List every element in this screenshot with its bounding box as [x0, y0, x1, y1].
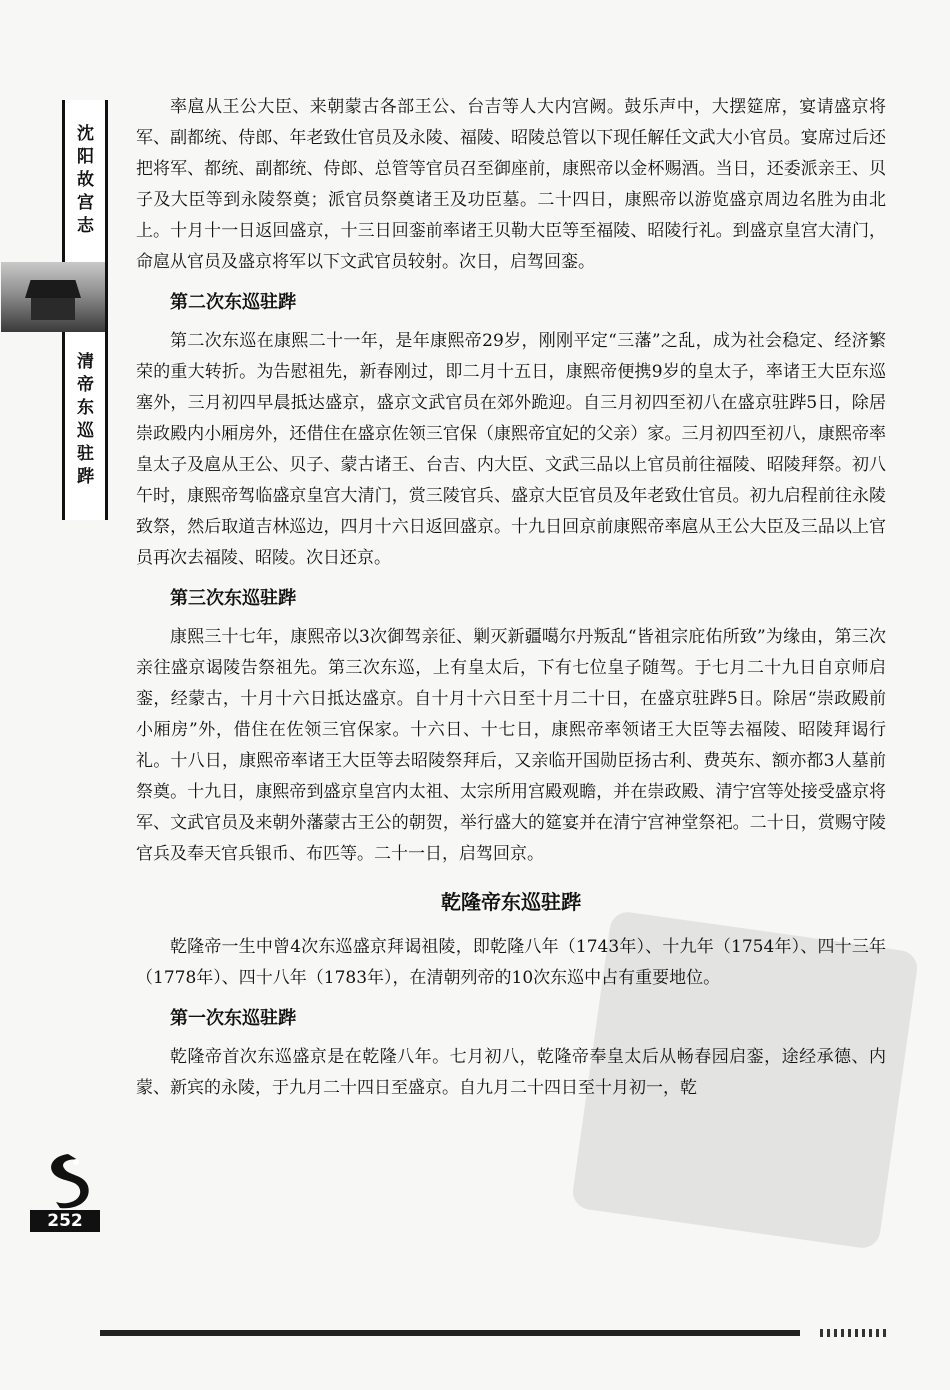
- palace-hall-shape: [31, 298, 75, 320]
- section-heading-third-tour: 第三次东巡驻跸: [170, 588, 296, 609]
- sidebar-chapter-title: 清帝东巡驻跸: [73, 352, 93, 490]
- dragon-icon: [38, 1150, 98, 1210]
- major-heading-qianlong: 乾隆帝东巡驻跸: [441, 890, 581, 914]
- page-content: [136, 92, 886, 1104]
- paragraph-qianlong-overview: 乾隆帝一生中曾4次东巡盛京拜谒祖陵，即乾隆八年（1743年）、十九年（1754年）、四十三年（1778年）、四十八年（1783年），在清朝列帝的10次东巡中占有重要地位。: [136, 937, 886, 988]
- paragraph-second-tour: 第二次东巡在康熙二十一年，是年康熙帝29岁，刚刚平定“三藩”之乱，成为社会稳定、经济繁荣的重大转折。为告慰祖先，新春刚过，即二月十五日，康熙帝便携9岁的皇太子，率诸王大臣东巡塞外，三月初四早晨抵达盛京，盛京文武官员在郊外跪迎。自三月初四至初八在盛京驻跸5日，除居崇政殿内小厢房外，还借住在盛京佐领三官保（康熙帝宜妃的父亲）家。三月初四至初八，康熙帝率皇太子及扈从王公、贝子、蒙古诸王、台吉、内大臣、文武三品以上官员前往福陵、昭陵拜祭。初八午时，康熙帝驾临盛京皇宫大清门，赏三陵官兵、盛京大臣官员及年老致仕官员。初九启程前往永陵致祭，然后取道吉林巡边，四月十六日返回盛京。十九日回京前康熙帝率扈从王公大臣及三品以上官员再次去福陵、昭陵。次日还京。: [136, 331, 886, 568]
- paragraph-third-tour: 康熙三十七年，康熙帝以3次御驾亲征、剿灭新疆噶尔丹叛乱“皆祖宗庇佑所致”为缘由，第三次亲往盛京谒陵告祭祖先。第三次东巡，上有皇太后，下有七位皇子随驾。于七月二十九日自京师启銮，经蒙古，十月十六日抵达盛京。自十月十六日至十月二十日，在盛京驻跸5日。除居“崇政殿前小厢房”外，借住在佐领三官保家。十六日、十七日，康熙帝率领诸王大臣等去福陵、昭陵拜谒行礼。十八日，康熙帝率诸王大臣等去昭陵祭拜后，又亲临开国勋臣扬古利、费英东、额亦都3人墓前祭奠。十九日，康熙帝到盛京皇宫内太祖、太宗所用宫殿观瞻，并在崇政殿、清宁宫等处接受盛京将军、文武官员及来朝外藩蒙古王公的朝贺，举行盛大的筵宴并在清宁宫神堂祭祀。二十日，赏赐守陵官兵及奉天官兵银币、布匹等。二十一日，启驾回京。: [136, 627, 886, 864]
- paragraph-first-tour: 乾隆帝首次东巡盛京是在乾隆八年。七月初八，乾隆帝奉皇太后从畅春园启銮，途经承德、内蒙、新宾的永陵，于九月二十四日至盛京。自九月二十四日至十月初一，乾: [136, 1047, 886, 1098]
- sidebar-book-title: 沈阳故宫志: [73, 124, 93, 239]
- paragraph-intro: 率扈从王公大臣、来朝蒙古各部王公、台吉等人大内宫阙。鼓乐声中，大摆筵席，宴请盛京将军、副都统、侍郎、年老致仕官员及永陵、福陵、昭陵总管以下现任解任文武大小官员。宴席过后还把将军、都统、副都统、侍郎、总管等官员召至御座前，康熙帝以金杯赐酒。当日，还委派亲王、贝子及大臣等到永陵祭奠；派官员祭奠诸王及功臣墓。二十四日，康熙帝以游览盛京周边名胜为由北上。十月十一日返回盛京，十三日回銮前率诸王贝勒大臣等至福陵、昭陵行礼。到盛京皇宫大清门，命扈从官员及盛京将军以下文武官员较射。次日，启驾回銮。: [136, 97, 886, 272]
- section-heading-second-tour: 第二次东巡驻跸: [170, 292, 296, 313]
- palace-roof-shape: [25, 280, 81, 298]
- palace-photo: [1, 262, 105, 332]
- page-number: 252: [30, 1210, 100, 1232]
- chapter-sidebar: [62, 100, 108, 520]
- section-heading-first-tour: 第一次东巡驻跸: [170, 1008, 296, 1029]
- page-number-block: [30, 1150, 100, 1230]
- footer-specks: [820, 1329, 890, 1337]
- footer-rule: [100, 1330, 800, 1336]
